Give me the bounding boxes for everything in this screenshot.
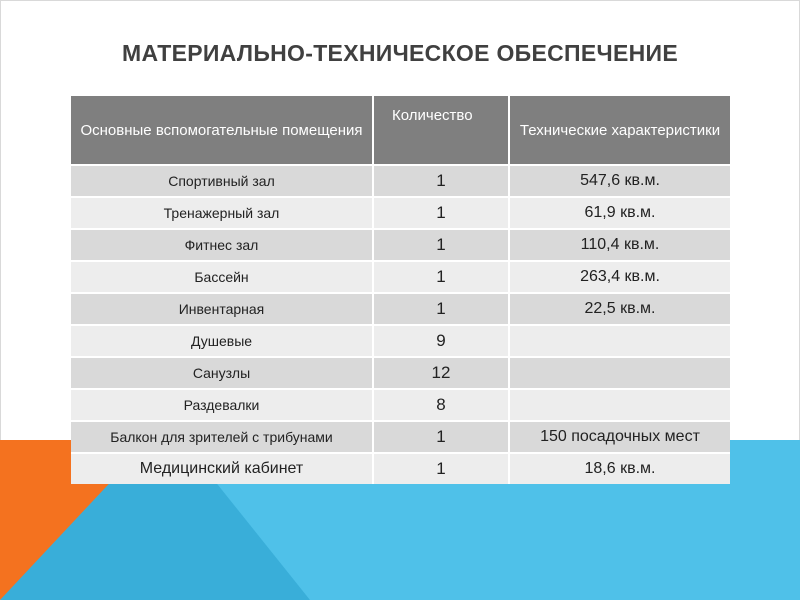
table-row — [71, 165, 730, 197]
table-row — [71, 453, 730, 484]
room-quantity: 1 — [373, 261, 509, 293]
room-quantity: 12 — [373, 357, 509, 389]
room-quantity: 9 — [373, 325, 509, 357]
room-spec — [509, 325, 730, 357]
room-quantity: 8 — [373, 389, 509, 421]
table-row — [71, 421, 730, 453]
room-name: Спортивный зал — [71, 165, 373, 197]
table-row — [71, 325, 730, 357]
room-spec: 547,6 кв.м. — [509, 165, 730, 197]
room-spec: 61,9 кв.м. — [509, 197, 730, 229]
room-spec — [509, 357, 730, 389]
header-specs: Технические характеристики — [509, 96, 730, 165]
table-row — [71, 229, 730, 261]
table-row — [71, 357, 730, 389]
table-row — [71, 389, 730, 421]
room-name: Раздевалки — [71, 389, 373, 421]
room-spec: 110,4 кв.м. — [509, 229, 730, 261]
header-rooms: Основные вспомогательные помещения — [71, 96, 373, 165]
facilities-table — [71, 96, 730, 484]
room-spec: 263,4 кв.м. — [509, 261, 730, 293]
table-header-row — [71, 96, 730, 165]
room-spec: 22,5 кв.м. — [509, 293, 730, 325]
room-quantity: 1 — [373, 293, 509, 325]
room-quantity: 1 — [373, 229, 509, 261]
room-name: Балкон для зрителей с трибунами — [71, 421, 373, 453]
room-name: Медицинский кабинет — [71, 453, 373, 484]
room-name: Тренажерный зал — [71, 197, 373, 229]
room-spec — [509, 389, 730, 421]
room-name: Душевые — [71, 325, 373, 357]
room-name: Инвентарная — [71, 293, 373, 325]
table-row — [71, 261, 730, 293]
room-name: Санузлы — [71, 357, 373, 389]
table-row — [71, 293, 730, 325]
room-name: Фитнес зал — [71, 229, 373, 261]
header-quantity: Количество — [373, 96, 509, 165]
room-quantity: 1 — [373, 453, 509, 484]
room-quantity: 1 — [373, 165, 509, 197]
room-name: Бассейн — [71, 261, 373, 293]
room-spec: 18,6 кв.м. — [509, 453, 730, 484]
table-row — [71, 197, 730, 229]
room-quantity: 1 — [373, 421, 509, 453]
slide-title: МАТЕРИАЛЬНО-ТЕХНИЧЕСКОЕ ОБЕСПЕЧЕНИЕ — [122, 40, 678, 66]
room-quantity: 1 — [373, 197, 509, 229]
room-spec: 150 посадочных мест — [509, 421, 730, 453]
